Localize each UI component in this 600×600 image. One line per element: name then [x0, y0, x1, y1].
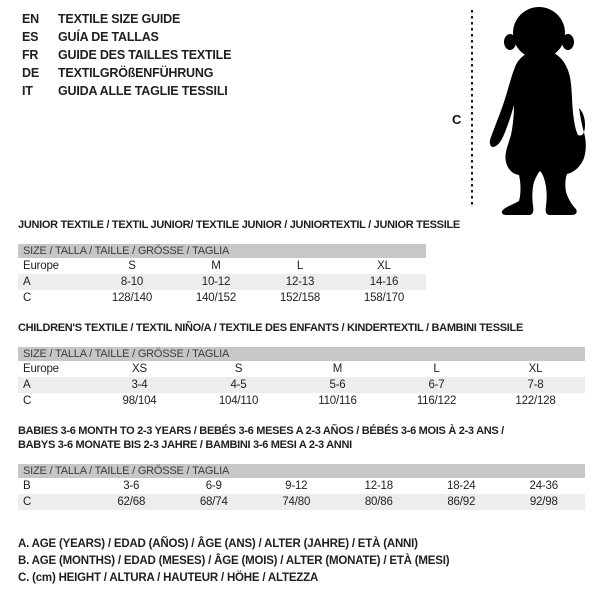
- language-code: DE: [22, 66, 39, 80]
- size-table-header: SIZE / TALLA / TAILLE / GRÖSSE / TAGLIA: [18, 244, 426, 258]
- size-section-3: [18, 424, 585, 510]
- table-cell: 4-5: [230, 379, 247, 391]
- table-cell: 86/92: [447, 496, 476, 508]
- size-sections: [18, 218, 585, 587]
- row-label: A: [23, 379, 31, 391]
- language-code: EN: [22, 12, 39, 26]
- size-table-header: SIZE / TALLA / TAILLE / GRÖSSE / TAGLIA: [18, 347, 585, 361]
- language-label: GUÍA DE TALLAS: [58, 30, 159, 44]
- table-cell: 6-7: [428, 379, 445, 391]
- table-cell: L: [433, 363, 440, 375]
- language-row-fr: [22, 46, 231, 64]
- table-cell: 5-6: [329, 379, 346, 391]
- table-cell: 18-24: [447, 480, 476, 492]
- table-row-europe: [18, 361, 585, 377]
- section-title-line: BABYS 3-6 MONATE BIS 2-3 JAHRE / BAMBINI 3-6 MESI A 2-3 ANNI: [18, 439, 352, 451]
- table-cell: 128/140: [111, 292, 153, 304]
- section-title-line: BABIES 3-6 MONTH TO 2-3 YEARS / BEBÉS 3-6 MESES A 2-3 AÑOS / BÉBÉS 3-6 MOIS À 2-3 ANS /: [18, 425, 504, 437]
- row-label: C: [23, 496, 32, 508]
- table-row-a: [18, 274, 426, 290]
- table-cell: 140/152: [195, 292, 237, 304]
- table-cell: 116/122: [416, 395, 457, 407]
- size-table: [18, 464, 585, 510]
- table-cell: S: [128, 260, 136, 272]
- table-cell: XL: [377, 260, 391, 272]
- language-label: GUIDE DES TAILLES TEXTILE: [58, 48, 232, 62]
- table-cell: 92/98: [529, 496, 558, 508]
- language-list: [22, 10, 231, 100]
- size-table-header: SIZE / TALLA / TAILLE / GRÖSSE / TAGLIA: [18, 464, 585, 478]
- language-code: IT: [22, 84, 33, 98]
- size-table-rows: [18, 478, 585, 510]
- table-cell: 3-6: [123, 480, 140, 492]
- table-cell: 6-9: [205, 480, 222, 492]
- row-label: B: [23, 480, 31, 492]
- language-label: GUIDA ALLE TAGLIE TESSILI: [58, 84, 228, 98]
- language-row-de: [22, 64, 231, 82]
- table-cell: L: [296, 260, 304, 272]
- table-cell: 104/110: [218, 395, 259, 407]
- table-row-c: [18, 494, 585, 510]
- table-cell: M: [332, 363, 343, 375]
- row-label: C: [23, 292, 32, 304]
- language-code: FR: [22, 48, 39, 62]
- table-cell: 3-4: [131, 379, 148, 391]
- footnote-c: C. (cm) HEIGHT / ALTURA / HAUTEUR / HÖHE / ALTEZZA: [18, 572, 319, 584]
- table-cell: 12-13: [285, 276, 315, 288]
- table-cell: 80/86: [364, 496, 393, 508]
- section-title-line: CHILDREN'S TEXTILE / TEXTIL NIÑO/A / TEXTILE DES ENFANTS / KINDERTEXTIL / BAMBINI TESSILE: [18, 322, 523, 334]
- footnote-a: A. AGE (YEARS) / EDAD (AÑOS) / ÂGE (ANS) / ALTER (JAHRE) / ETÀ (ANNI): [18, 538, 418, 550]
- table-cell: 110/116: [318, 395, 357, 407]
- table-cell: 12-18: [364, 480, 393, 492]
- table-row-c: [18, 393, 585, 409]
- table-cell: XS: [132, 363, 147, 375]
- table-cell: 68/74: [199, 496, 228, 508]
- table-cell: M: [211, 260, 221, 272]
- table-cell: S: [234, 363, 243, 375]
- language-label: TEXTILE SIZE GUIDE: [58, 12, 181, 26]
- row-label: C: [23, 395, 32, 407]
- section-title-line: JUNIOR TEXTILE / TEXTIL JUNIOR/ TEXTILE JUNIOR / JUNIORTEXTIL / JUNIOR TESSILE: [18, 219, 460, 231]
- language-row-it: [22, 82, 231, 100]
- table-row-europe: [18, 258, 426, 274]
- size-table-rows: [18, 361, 585, 409]
- table-cell: 74/80: [282, 496, 311, 508]
- row-label: Europe: [23, 363, 59, 375]
- size-table-rows: [18, 258, 426, 306]
- language-row-en: [22, 10, 231, 28]
- table-cell: 122/128: [515, 395, 556, 407]
- footnotes: [18, 536, 585, 587]
- measure-label-c: C: [452, 112, 462, 127]
- table-row-b: [18, 478, 585, 494]
- table-row-a: [18, 377, 585, 393]
- size-table: [18, 347, 585, 409]
- table-cell: XL: [528, 363, 543, 375]
- table-cell: 14-16: [369, 276, 399, 288]
- table-cell: 7-8: [527, 379, 544, 391]
- footnote-b: B. AGE (MONTHS) / EDAD (MESES) / ÂGE (MOIS) / ALTER (MONATE) / ETÀ (MESI): [18, 555, 450, 567]
- section-title: [18, 218, 585, 232]
- size-table: [18, 244, 426, 306]
- row-label: A: [23, 276, 31, 288]
- table-cell: 9-12: [285, 480, 308, 492]
- table-cell: 152/158: [279, 292, 321, 304]
- size-section-1: [18, 218, 585, 306]
- table-cell: 158/170: [363, 292, 405, 304]
- table-cell: 24-36: [529, 480, 558, 492]
- row-label: Europe: [23, 260, 59, 272]
- section-title: [18, 424, 585, 452]
- table-cell: 8-10: [120, 276, 144, 288]
- table-cell: 98/104: [122, 395, 157, 407]
- table-cell: 62/68: [117, 496, 146, 508]
- size-section-2: [18, 321, 585, 409]
- baby-silhouette-icon: [490, 7, 586, 215]
- table-row-c: [18, 290, 426, 306]
- language-label: TEXTILGRÖßENFÜHRUNG: [58, 66, 214, 80]
- baby-figure: [442, 2, 592, 215]
- section-title: [18, 321, 585, 335]
- language-code: ES: [22, 30, 39, 44]
- table-cell: 10-12: [201, 276, 231, 288]
- language-row-es: [22, 28, 231, 46]
